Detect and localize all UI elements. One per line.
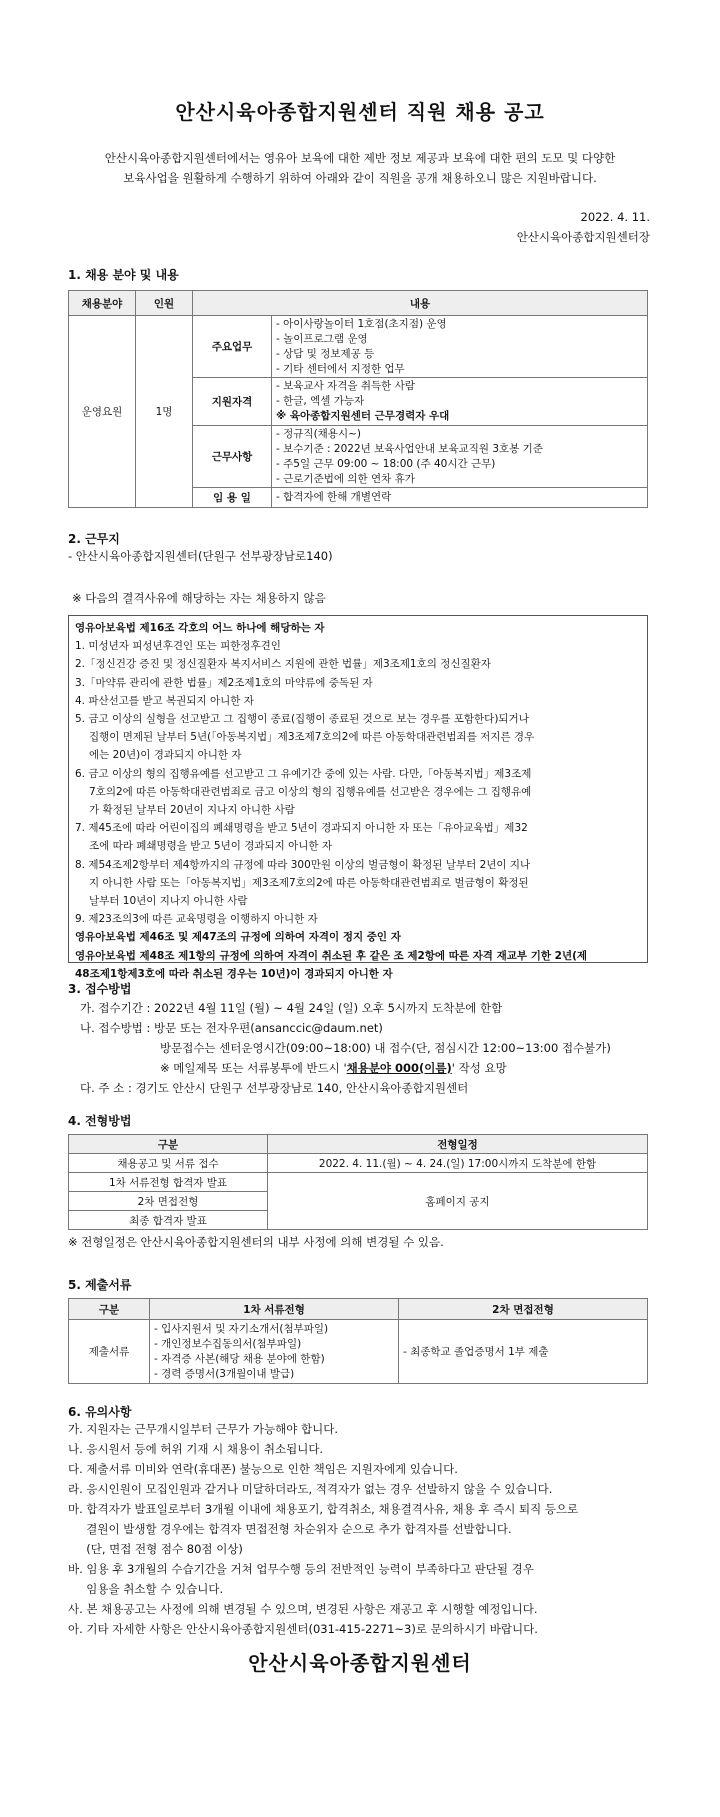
condition-item: - 근로기준법에 의한 연차 휴가 <box>276 472 643 487</box>
application-info <box>80 998 611 1098</box>
disqualify-line: 지 아니한 사람 또는「아동복지법」제3조제7호의2에 따른 아동학대관련범죄로 벌금형이 확정된 <box>89 876 529 889</box>
visit-note: 방문접수는 센터운영시간(09:00~18:00) 내 접수(단, 점심시간 12:00~13:00 접수불가) <box>160 1041 611 1055</box>
schedule-step: 1차 서류전형 합격자 발표 <box>69 1173 268 1192</box>
duty-item: - 아이사랑놀이터 1호점(초지점) 운영 <box>276 317 643 332</box>
note-line: 사. 본 채용공고는 사정에 의해 변경될 수 있으며, 변경된 사항은 재공고 후 시행할 예정입니다. <box>68 1602 538 1616</box>
application-address: 다. 주 소 : 경기도 안산시 단원구 선부광장남로 140, 안산시육아종합지원센터 <box>80 1081 469 1095</box>
document-item: - 자격증 사본(해당 채용 분야에 한함) <box>154 1352 394 1367</box>
schedule-table <box>68 1134 648 1230</box>
col-header: 채용분야 <box>69 291 136 316</box>
row-content <box>272 378 648 426</box>
intro-line: 보육사업을 원활하게 수행하기 위하여 아래와 같이 직원을 공개 채용하오니 많은 지원바랍니다. <box>123 171 597 185</box>
section-heading: 2. 근무지 <box>68 532 120 546</box>
duty-item: - 놀이프로그램 운영 <box>276 332 643 347</box>
disqualify-line: 1. 미성년자 피성년후견인 또는 피한정후견인 <box>75 640 281 653</box>
col-header: 1차 서류전형 <box>150 1299 399 1320</box>
row-label: 임 용 일 <box>193 488 272 508</box>
schedule-note: ※ 전형일정은 안산시육아종합지원센터의 내부 사정에 의해 변경될 수 있음. <box>68 1235 444 1249</box>
note-line: 마. 합격자가 발표일로부터 3개월 이내에 채용포기, 합격취소, 채용결격사유, 채용 후 즉시 퇴직 등으로 <box>68 1502 579 1516</box>
application-period: 가. 접수기간 : 2022년 4월 11일 (월) ~ 4월 24일 (일) 오후 5시까지 도착분에 한함 <box>80 1001 503 1015</box>
col-header: 내용 <box>193 291 648 316</box>
qualification-item: - 보육교사 자격을 취득한 사람 <box>276 379 643 394</box>
disqualify-intro: ※ 다음의 결격사유에 해당하는 자는 채용하지 않음 <box>72 591 326 605</box>
document-item: - 경력 증명서(3개월이내 발급) <box>154 1367 394 1382</box>
disqualify-line: 날부터 10년이 지나지 아니한 사람 <box>89 895 248 908</box>
recruit-field: 운영요원 <box>69 316 136 508</box>
disqualify-line: 2.「정신건강 증진 및 정신질환자 복지서비스 지원에 관한 법률」제3조제1호의 정신질환자 <box>75 658 491 671</box>
mail-note <box>80 1058 611 1078</box>
duty-item: - 기타 센터에서 지정한 업무 <box>276 362 643 377</box>
disqualify-line: 영유아보육법 제46조 및 제47조의 규정에 의하여 자격이 정지 중인 자 <box>75 931 401 944</box>
disqualify-line: 7호의2에 따른 아동학대관련범죄로 금고 이상의 형의 집행유예를 선고받은 경우에는 그 집행유예 <box>89 785 532 798</box>
notes-list <box>68 1419 668 1639</box>
first-round-docs <box>150 1320 399 1384</box>
document-item: - 입사지원서 및 자기소개서(첨부파일) <box>154 1322 394 1337</box>
mail-note-pre: ※ 메일제목 또는 서류봉투에 반드시 ' <box>160 1061 347 1075</box>
row-label: 근무사항 <box>193 426 272 488</box>
qualification-item: - 한글, 엑셀 가능자 <box>276 394 643 409</box>
disqualify-line: 에는 20년)이 경과되지 아니한 자 <box>89 749 242 762</box>
schedule-step: 채용공고 및 서류 접수 <box>69 1154 268 1173</box>
appointment-item: - 합격자에 한해 개별연락 <box>276 490 643 505</box>
note-line: 임용을 취소할 수 있습니다. <box>68 1582 224 1596</box>
disqualify-line: 48조제1항제3호에 따라 취소된 경우는 10년)이 경과되지 아니한 자 <box>75 967 393 980</box>
second-round-docs: - 최종학교 졸업증명서 1부 제출 <box>399 1320 648 1384</box>
disqualify-line: 6. 금고 이상의 형의 집행유예를 선고받고 그 유예기간 중에 있는 사람. 다만,「아동복지법」제3조제 <box>75 767 532 780</box>
mail-note-post: ' 작성 요망 <box>451 1061 507 1075</box>
disqualify-line: 집행이 면제된 날부터 5년(「아동복지법」제3조제7호의2에 따른 아동학대관련범죄를 저지른 경우 <box>89 731 535 744</box>
issue-block <box>517 207 650 247</box>
application-method: 나. 접수방법 : 방문 또는 전자우편(ansanccic@daum.net) <box>80 1021 383 1035</box>
document-item: - 개인정보수집동의서(첨부파일) <box>154 1337 394 1352</box>
qualification-note: ※ 육아종합지원센터 근무경력자 우대 <box>276 410 450 422</box>
disqualify-line: 4. 파산선고를 받고 복권되지 아니한 자 <box>75 694 254 707</box>
disqualify-line: 3.「마약류 관리에 관한 법률」제2조제1호의 마약류에 중독된 자 <box>75 676 373 689</box>
note-line: 나. 응시원서 등에 허위 기재 시 채용이 취소됩니다. <box>68 1442 324 1456</box>
disqualify-line: 9. 제23조의3에 따른 교육명령을 이행하지 아니한 자 <box>75 913 318 926</box>
recruit-table <box>68 290 648 508</box>
disqualify-line: 영유아보육법 제16조 각호의 어느 하나에 해당하는 자 <box>75 622 325 634</box>
col-header: 구분 <box>69 1299 150 1320</box>
col-header: 구분 <box>69 1135 268 1154</box>
section-heading: 1. 채용 분야 및 내용 <box>68 268 179 282</box>
section-heading: 4. 전형방법 <box>68 1114 132 1128</box>
schedule-step: 2차 면접전형 <box>69 1192 268 1211</box>
mail-note-bold: 채용분야 000(이름) <box>346 1061 452 1075</box>
intro-line: 안산시육아종합지원센터에서는 영유아 보육에 대한 제반 정보 제공과 보육에 대한 편의 도모 및 다양한 <box>104 151 616 165</box>
note-line: 가. 지원자는 근무개시일부터 근무가 가능해야 합니다. <box>68 1422 338 1436</box>
condition-item: - 보수기준 : 2022년 보육사업안내 보육교직원 3호봉 기준 <box>276 442 643 457</box>
documents-label: 제출서류 <box>69 1320 150 1384</box>
col-header: 인원 <box>136 291 193 316</box>
work-location: - 안산시육아종합지원센터(단원구 선부광장남로140) <box>68 549 333 563</box>
disqualify-line: 조에 따라 폐쇄명령을 받고 5년이 경과되지 아니한 자 <box>89 840 333 853</box>
duty-item: - 상담 및 정보제공 등 <box>276 347 643 362</box>
row-content <box>272 316 648 378</box>
schedule-date: 2022. 4. 11.(월) ~ 4. 24.(일) 17:00시까지 도착분에 한함 <box>268 1154 648 1173</box>
footer-organization: 안산시육아종합지원센터 <box>248 1651 472 1675</box>
disqualify-line: 영유아보육법 제48조 제1항의 규정에 의하여 자격이 취소된 후 같은 조 제2항에 따른 자격 재교부 기한 2년(제 <box>75 949 588 962</box>
row-label: 주요업무 <box>193 316 272 378</box>
page-title: 안산시육아종합지원센터 직원 채용 공고 <box>175 100 545 124</box>
note-line: 라. 응시인원이 모집인원과 같거나 미달하더라도, 적격자가 없는 경우 선발하지 않을 수 있습니다. <box>68 1482 553 1496</box>
intro-text <box>60 148 660 188</box>
documents-table <box>68 1298 648 1384</box>
section-heading: 6. 유의사항 <box>68 1405 132 1419</box>
disqualify-line: 7. 제45조에 따라 어린이집의 폐쇄명령을 받고 5년이 경과되지 아니한 자 또는「유아교육법」제32 <box>75 822 528 835</box>
row-content <box>272 426 648 488</box>
disqualify-line: 5. 금고 이상의 실형을 선고받고 그 집행이 종료(집행이 종료된 것으로 보는 경우를 포함한다)되거나 <box>75 713 529 726</box>
recruit-count: 1명 <box>136 316 193 508</box>
row-content <box>272 488 648 508</box>
note-line: 결원이 발생할 경우에는 합격자 면접전형 차순위자 순으로 추가 합격자를 선발합니다. <box>68 1522 512 1536</box>
col-header: 2차 면접전형 <box>399 1299 648 1320</box>
issue-date: 2022. 4. 11. <box>580 210 650 224</box>
note-line: 아. 기타 자세한 사항은 안산시육아종합지원센터(031-415-2271~3)로 문의하시기 바랍니다. <box>68 1622 538 1636</box>
note-line: 다. 제출서류 미비와 연락(휴대폰) 불능으로 인한 책임은 지원자에게 있습니다. <box>68 1462 458 1476</box>
schedule-step: 최종 합격자 발표 <box>69 1211 268 1230</box>
section-heading: 5. 제출서류 <box>68 1278 132 1292</box>
col-header: 전형일정 <box>268 1135 648 1154</box>
condition-item: - 정규직(채용시~) <box>276 427 643 442</box>
disqualify-box <box>68 615 648 980</box>
note-line: (단, 면접 전형 점수 80점 이상) <box>68 1542 243 1556</box>
issuer: 안산시육아종합지원센터장 <box>516 230 650 244</box>
condition-item: - 주5일 근무 09:00 ~ 18:00 (주 40시간 근무) <box>276 457 643 472</box>
schedule-date: 홈페이지 공지 <box>268 1173 648 1230</box>
note-line: 바. 임용 후 3개월의 수습기간을 거쳐 업무수행 등의 전반적인 능력이 부족하다고 판단될 경우 <box>68 1562 534 1576</box>
disqualify-line: 8. 제54조제2항부터 제4항까지의 규정에 따라 300만원 이상의 벌금형이 확정된 날부터 2년이 지나 <box>75 858 531 871</box>
disqualify-line: 가 확정된 날부터 20년이 지나지 아니한 사람 <box>89 804 295 817</box>
row-label: 지원자격 <box>193 378 272 426</box>
section-heading: 3. 접수방법 <box>68 982 132 996</box>
